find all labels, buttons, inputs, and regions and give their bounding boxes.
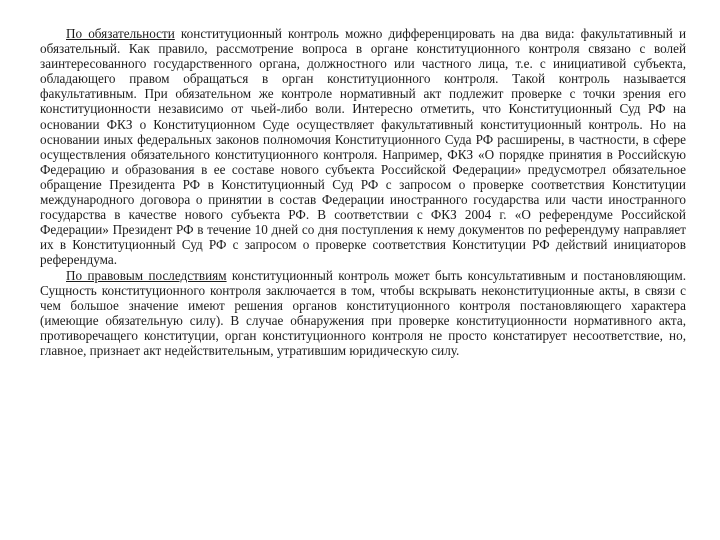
paragraph-legal-consequences	[40, 268, 686, 359]
underlined-lead-term: По правовым последствиям	[66, 267, 227, 283]
paragraph-body: конституционный контроль можно дифференцировать на два вида: факультативный и обязательный. Как правило, рассмотрение вопроса в органе конституционного контроля связано с волей заинтересованного государственного органа, должностного или частного лица, т.е. с инициативой субъекта, обладающего правом обращаться в орган конституционного контроля. Такой контроль называется факультативным. При обязательном же контроле нормативный акт подлежит проверке с точки зрения его конституционности независимо от чьей-либо воли. Интересно отметить, что Конституционный Суд РФ на основании ФКЗ о Конституционном Суде осуществляет факультативный конституционный контроль. Но на основании иных федеральных законов полномочия Конституционного Суда РФ расширены, в частности, в сфере осуществления обязательного конституционного контроля. Например, ФКЗ «О порядке принятия в Российскую Федерацию и образования в ее составе нового субъекта Российской Федерации» предусмотрел обязательное обращение Президента РФ в Конституционный Суд РФ с запросом о проверке соответствия Конституции международного договора о принятии в состав Федерации иностранного государства или части иностранного государства в качестве нового субъекта РФ. В соответствии с ФКЗ 2004 г. «О референдуме Российской Федерации» Президент РФ в течение 10 дней со дня поступления к нему документов по референдуму направляет их в Конституционный Суд РФ с запросом о проверке соответствия Конституции РФ действий инициаторов референдума.	[40, 26, 686, 268]
document-text	[40, 26, 686, 358]
underlined-lead-term: По обязательности	[66, 26, 175, 41]
paragraph-obligatoriness	[40, 26, 686, 268]
paragraph-body: конституционный контроль может быть консультативным и постановляющим. Сущность конституционного контроля заключается в том, чтобы вскрывать неконституционные акты, в связи с чем большое значение имеют решения органов конституционного контроля постановляющего характера (имеющие обязательную силу). В случае обнаружения при проверке конституционности нормативного акта, противоречащего конституции, орган конституционного контроля не просто констатирует несоответствие, но, главное, признает акт недействительным, утратившим юридическую силу.	[40, 267, 686, 358]
